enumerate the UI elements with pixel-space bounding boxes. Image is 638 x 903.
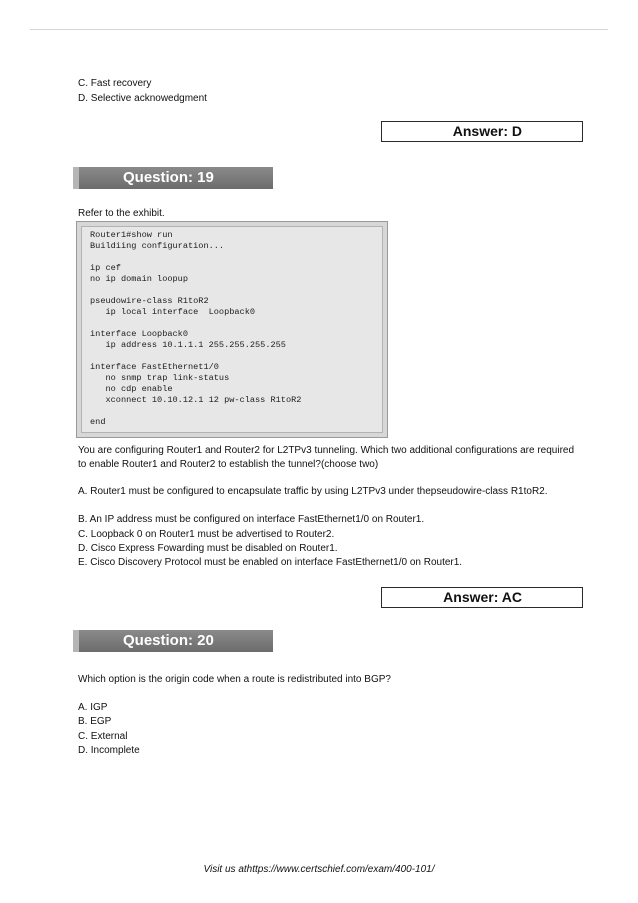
q19-option-c: C. Loopback 0 on Router1 must be advertised to Router2. [78,529,335,540]
option-text: C. Fast recovery [78,78,152,89]
question-19-heading: Question: 19 [73,167,273,189]
code-line: ip local interface Loopback0 [90,307,256,317]
q19-option-a: A. Router1 must be configured to encapsulate traffic by using L2TPv3 under thepseudowire-class R1toR2. [78,486,548,497]
q20-option-d: D. Incomplete [78,745,140,756]
code-line: interface Loopback0 [90,329,188,339]
code-line: no ip domain loopup [90,274,188,284]
q19-question: You are configuring Router1 and Router2 for L2TPv3 tunneling. Which two additional configurations are required to enable Router1 and Router2 to establish the tunnel?(choose two) [78,445,575,470]
code-line: xconnect 10.10.12.1 12 pw-class R1toR2 [90,395,302,405]
code-line: ip address 10.1.1.1 255.255.255.255 [90,340,286,350]
q20-question: Which option is the origin code when a route is redistributed into BGP? [78,674,391,685]
answer-box-18: Answer: D [381,121,583,142]
question-20-heading: Question: 20 [73,630,273,652]
code-line: end [90,417,106,427]
code-line: ip cef [90,263,121,273]
code-line: interface FastEthernet1/0 [90,362,219,372]
code-line: Buildiing configuration... [90,241,225,251]
code-line: no snmp trap link-status [90,373,230,383]
exhibit-image [76,221,388,438]
footer-link-text: Visit us athttps://www.certschief.com/exam/400-101/ [203,864,435,875]
q20-option-a: A. IGP [78,702,108,713]
q20-option-b: B. EGP [78,716,112,727]
q19-intro: Refer to the exhibit. [78,208,165,219]
q19-option-d: D. Cisco Express Fowarding must be disabled on Router1. [78,543,338,554]
option-text: D. Selective acknowedgment [78,93,207,104]
q19-option-b: B. An IP address must be configured on interface FastEthernet1/0 on Router1. [78,514,425,525]
exhibit-console [81,226,383,433]
header-rule [30,29,608,30]
code-line: pseudowire-class R1toR2 [90,296,209,306]
q20-option-c: C. External [78,731,128,742]
code-line: Router1#show run [90,230,173,240]
answer-box-19: Answer: AC [381,587,583,608]
code-line: no cdp enable [90,384,173,394]
q19-option-e: E. Cisco Discovery Protocol must be enabled on interface FastEthernet1/0 on Router1. [78,557,463,568]
